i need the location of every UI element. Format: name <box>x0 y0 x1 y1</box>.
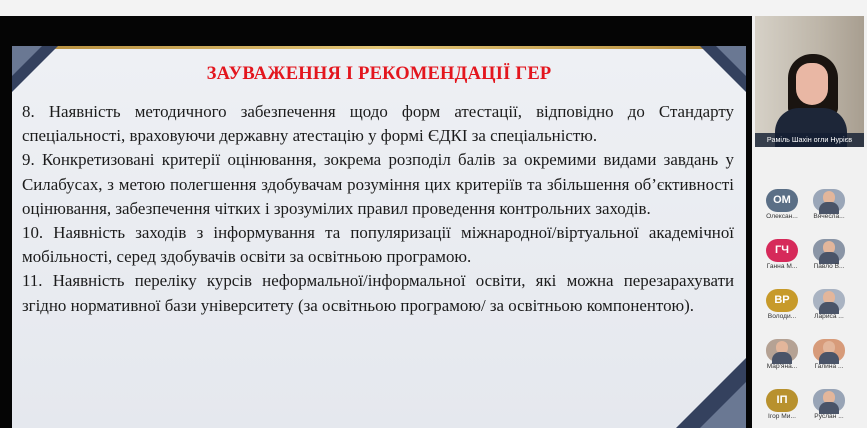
slide-gold-border <box>12 46 746 49</box>
participant-name: Вячесла... <box>813 213 845 220</box>
slide-body <box>22 100 734 318</box>
participant-avatar <box>813 339 845 362</box>
speaker-face <box>796 63 828 105</box>
participant-name: Володи... <box>767 313 797 320</box>
recommendation-8: 8. Наявність методичного забезпечення щодо форм атестації, відповідно до Стандарту спеціальності, враховуючи державну атестацію у формі ЄДКІ за спеціальністю. <box>22 102 734 146</box>
participant-tile[interactable] <box>809 237 849 273</box>
participant-avatar <box>813 389 845 412</box>
participant-name: Мар'яна... <box>766 363 798 370</box>
participant-avatar <box>813 189 845 212</box>
participant-initials: ІП <box>776 394 788 406</box>
participant-tile[interactable] <box>809 337 849 373</box>
participant-name: Ігор Ми... <box>768 413 796 420</box>
participant-tile[interactable] <box>762 337 802 373</box>
participant-initials: ОМ <box>773 194 791 206</box>
participant-tile[interactable] <box>762 237 802 273</box>
recommendation-11: 11. Наявність переліку курсів неформальної/інформальної освіти, які можна перезарахувати згідно нормативної бази університету (за освітньою програмою/ за освітньою компонентою). <box>22 271 734 315</box>
recommendation-10: 10. Наявність заходів з інформування та популяризації міжнародної/віртуальної академічної мобільності, серед здобувачів освіти за освітньою програмою. <box>22 223 734 267</box>
participant-avatar <box>766 239 798 262</box>
participant-tile[interactable] <box>762 187 802 223</box>
slide-title: ЗАУВАЖЕННЯ І РЕКОМЕНДАЦІЇ ГЕР <box>206 64 552 84</box>
participant-name: Павло В... <box>813 263 845 270</box>
participant-tile[interactable] <box>809 287 849 323</box>
top-band <box>0 0 867 16</box>
recommendation-9: 9. Конкретизовані критерії оцінювання, зокрема розподіл балів за окремими видами завдань у Силабусах, з метою полегшення здобувачам розуміння цих критеріїв та збільшення об’єктивності оцінювання, забезпечення чітких і зрозумілих правил проведення контрольних заходів. <box>22 150 734 218</box>
presentation-slide <box>12 46 746 428</box>
participant-name: Олексан... <box>766 213 798 220</box>
participant-name: Лариса ... <box>814 313 844 320</box>
participant-name: Галина ... <box>814 363 844 370</box>
speaker-name-label: Раміль Шахін огли Нурієв <box>755 133 864 147</box>
participant-initials: ВР <box>774 294 790 306</box>
participant-avatar <box>766 339 798 362</box>
participant-tile[interactable] <box>762 287 802 323</box>
participant-avatar <box>766 289 798 312</box>
participant-avatar <box>813 239 845 262</box>
participant-avatar <box>766 389 798 412</box>
participant-name: Ганна М... <box>766 263 798 270</box>
participant-initials: ГЧ <box>775 244 789 256</box>
participant-tile[interactable] <box>762 387 802 423</box>
participant-tile[interactable] <box>809 187 849 223</box>
participant-avatar <box>766 189 798 212</box>
slide-corner-decoration <box>700 382 746 428</box>
participants-sidebar <box>752 16 867 428</box>
speaker-video[interactable] <box>755 16 864 147</box>
participant-name: Руслан ... <box>814 413 844 420</box>
participant-tile[interactable] <box>809 387 849 423</box>
participant-avatar <box>813 289 845 312</box>
